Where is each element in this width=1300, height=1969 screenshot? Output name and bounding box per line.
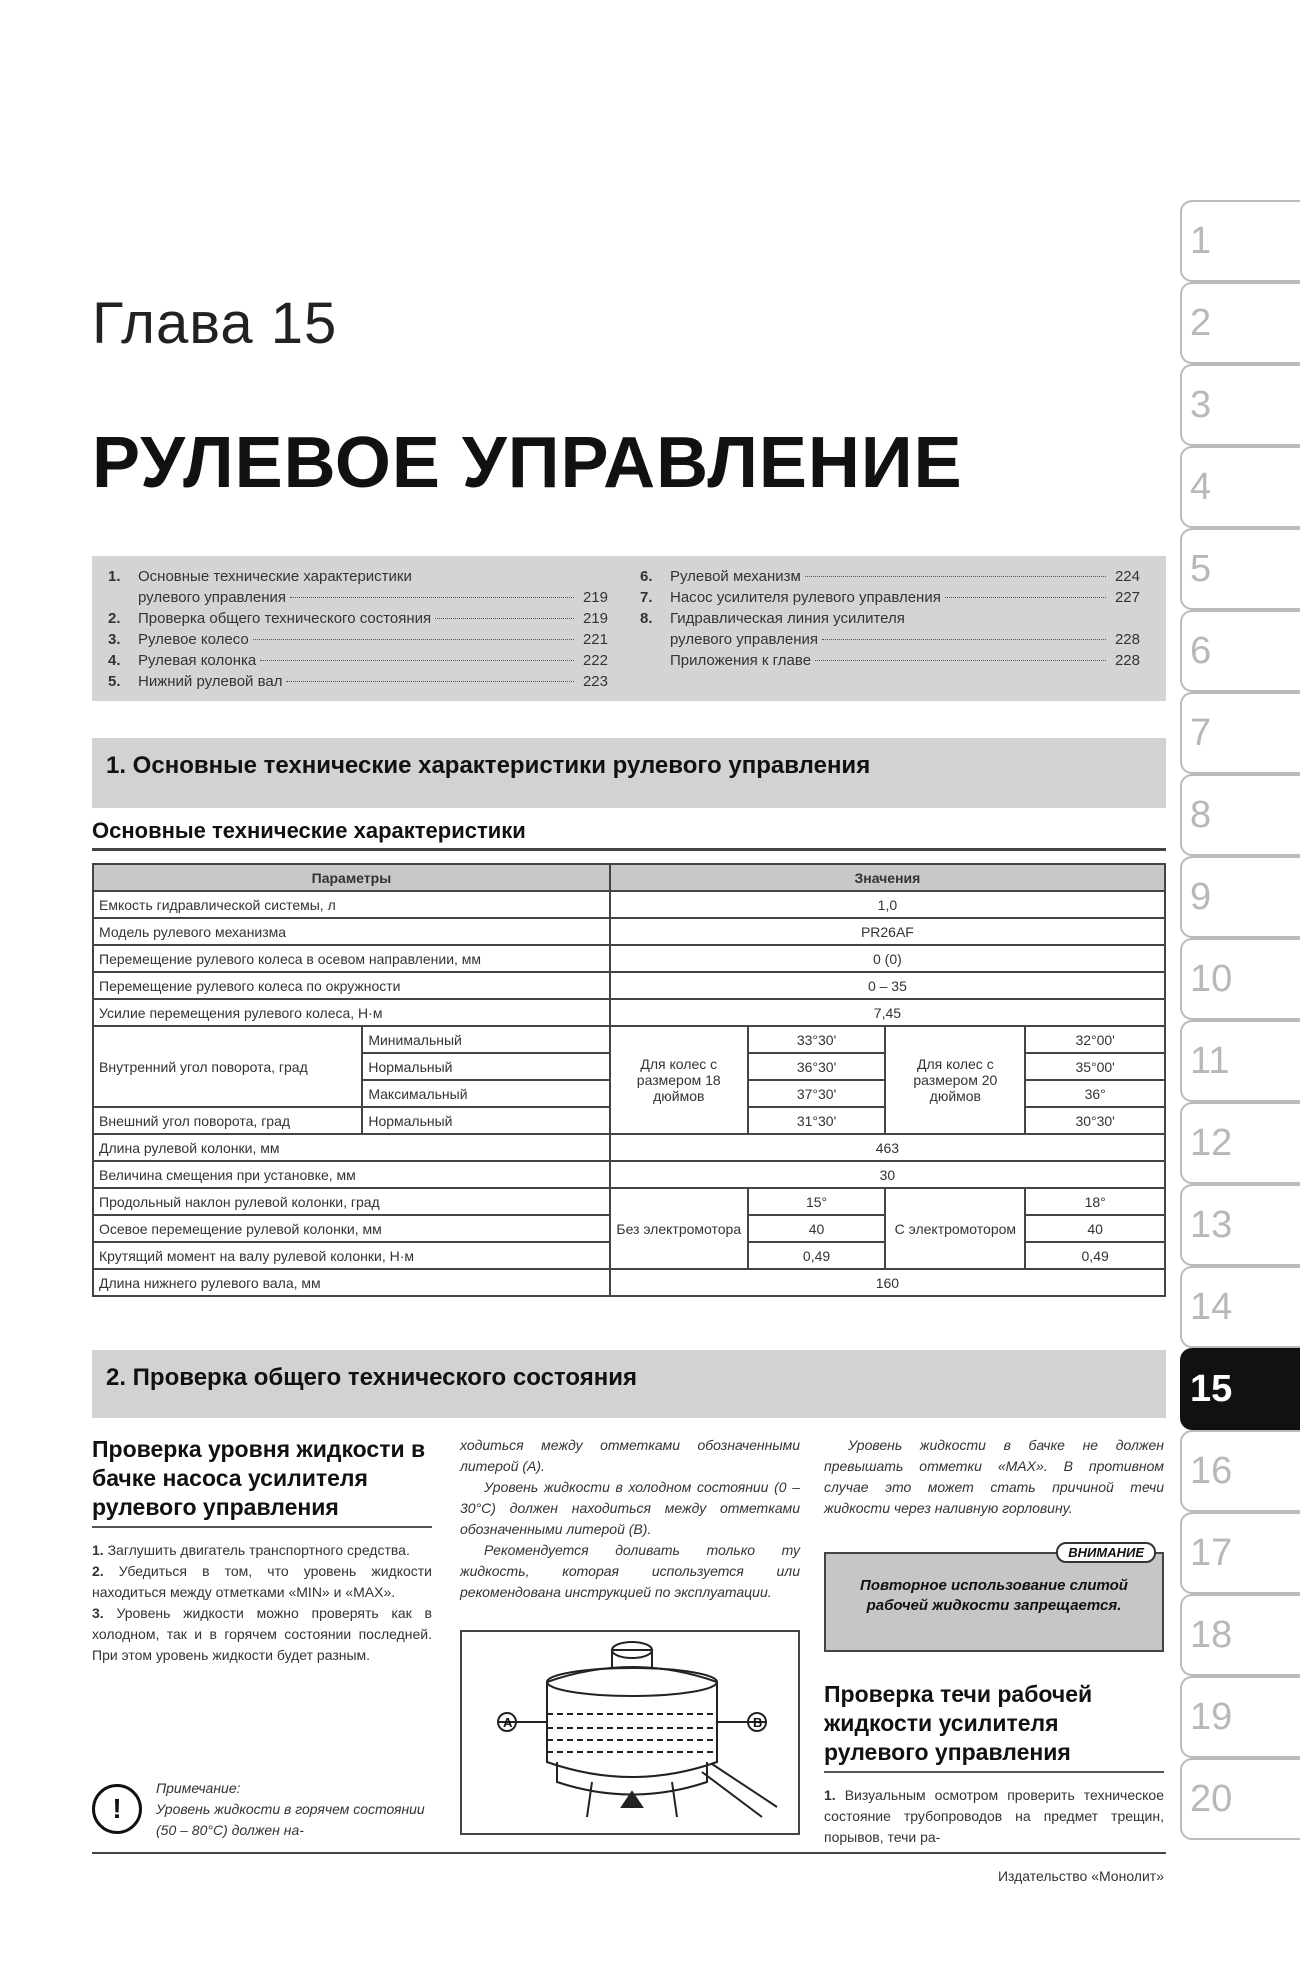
column-1-heading: Проверка уровня жидкости в бачке насоса усилителя рулевого управления	[92, 1436, 426, 1520]
reservoir-figure	[460, 1630, 800, 1835]
note-box	[92, 1778, 432, 1841]
chapter-tab[interactable]: 5	[1180, 528, 1300, 610]
chapter-tab[interactable]: 8	[1180, 774, 1300, 856]
chapter-tab[interactable]: 7	[1180, 692, 1300, 774]
warning-badge: ВНИМАНИЕ	[1056, 1542, 1156, 1563]
table-header-row	[93, 864, 1165, 891]
table-row: Внешний угол поворота, град Нормальный 31°30' 30°30'	[93, 1107, 1165, 1134]
table-header-params: Параметры	[93, 864, 610, 891]
table-header-values: Значения	[610, 864, 1165, 891]
chapter-contents	[92, 556, 1166, 701]
toc-entry[interactable]: 5. Нижний рулевой вал 223	[108, 673, 608, 690]
paragraph: Уровень жидкости в холодном состоянии (0 – 30°C) должен находиться между отметками обозначенными литерой (B).	[460, 1479, 800, 1537]
section-2-title: 2. Проверка общего технического состояния	[92, 1350, 1166, 1418]
paragraph: 3. Уровень жидкости можно проверять как в холодном, так и в горячем состоянии последней. При этом уровень жидкости будет разным.	[92, 1605, 432, 1663]
paragraph: 2. Убедиться в том, что уровень жидкости находиться между отметками «MIN» и «MAX».	[92, 1563, 433, 1600]
label-b: B	[753, 1715, 763, 1730]
toc-entry[interactable]: 8. Гидравлическая линия усилителя	[640, 610, 905, 627]
chapter-tab[interactable]: 17	[1180, 1512, 1300, 1594]
paragraph: Уровень жидкости в бачке не должен превышать отметки «MAX». В противном случае это может стать причиной течи жидкости через наливную горловину.	[824, 1437, 1164, 1516]
table-row: Величина смещения при установке, мм 30	[93, 1161, 1165, 1188]
table-row: Длина рулевой колонки, мм 463	[93, 1134, 1165, 1161]
table-row: Перемещение рулевого колеса по окружности 0 – 35	[93, 972, 1165, 999]
paragraph: 1. Заглушить двигатель транспортного средства.	[92, 1542, 410, 1558]
table-row: Крутящий момент на валу рулевой колонки, Н·м 0,49 0,49	[93, 1242, 1165, 1269]
specs-subheading: Основные технические характеристики	[92, 818, 526, 843]
chapter-tab[interactable]: 1	[1180, 200, 1300, 282]
column-2	[460, 1435, 800, 1603]
table-row: Продольный наклон рулевой колонки, град Без электромотора 15° С электромотором 18°	[93, 1188, 1165, 1215]
table-row: Усилие перемещения рулевого колеса, Н·м 7,45	[93, 999, 1165, 1026]
column-3-lower	[824, 1680, 1164, 1848]
chapter-tab[interactable]: 10	[1180, 938, 1300, 1020]
label-a: A	[503, 1715, 513, 1730]
chapter-tabs	[1180, 200, 1300, 1840]
column-3-heading: Проверка течи рабочей жидкости усилителя рулевого управления	[824, 1681, 1093, 1765]
toc-entry[interactable]: 7. Насос усилителя рулевого управления 227	[640, 589, 1140, 606]
table-row: Нормальный 36°30' 35°00'	[93, 1053, 1165, 1080]
chapter-tab[interactable]: 3	[1180, 364, 1300, 446]
warning-box	[824, 1545, 1164, 1652]
note-text: Уровень жидкости в горячем состоянии (50 – 80°C) должен на-	[156, 1801, 425, 1838]
publisher-footer: Издательство «Монолит»	[997, 1868, 1164, 1884]
table-row: Осевое перемещение рулевой колонки, мм 40 40	[93, 1215, 1165, 1242]
divider	[824, 1771, 1164, 1773]
table-row: Перемещение рулевого колеса в осевом направлении, мм 0 (0)	[93, 945, 1165, 972]
specs-table	[92, 863, 1166, 1297]
toc-entry[interactable]: 4. Рулевая колонка 222	[108, 652, 608, 669]
paragraph: ходиться между отметками обозначенными литерой (A).	[460, 1437, 800, 1474]
chapter-tab[interactable]: 6	[1180, 610, 1300, 692]
warning-text: Повторное использование слитой рабочей жидкости запрещается.	[860, 1577, 1128, 1614]
toc-entry[interactable]: 2. Проверка общего технического состояния 219	[108, 610, 608, 627]
toc-entry[interactable]: рулевого управления 219	[138, 589, 608, 606]
chapter-tab[interactable]: 13	[1180, 1184, 1300, 1266]
toc-entry[interactable]: 1. Основные технические характеристики	[108, 568, 412, 585]
table-row: Внутренний угол поворота, град Минимальный Для колес с размером 18 дюймов 33°30' Для колес с размером 20 дюймов 32°00'	[93, 1026, 1165, 1053]
exclamation-icon: !	[92, 1784, 142, 1834]
chapter-tab[interactable]: 12	[1180, 1102, 1300, 1184]
chapter-title: РУЛЕВОЕ УПРАВЛЕНИЕ	[92, 423, 963, 503]
divider	[92, 1526, 432, 1528]
chapter-tab[interactable]: 2	[1180, 282, 1300, 364]
chapter-tab[interactable]: 20	[1180, 1758, 1300, 1840]
chapter-tab[interactable]: 16	[1180, 1430, 1300, 1512]
reservoir-drawing	[462, 1632, 798, 1833]
table-row: Длина нижнего рулевого вала, мм 160	[93, 1269, 1165, 1296]
table-row: Модель рулевого механизма PR26AF	[93, 918, 1165, 945]
toc-entry[interactable]: рулевого управления 228	[670, 631, 1140, 648]
paragraph: Рекомендуется доливать только ту жидкость, которая используется или рекомендована инструкцией по эксплуатации.	[460, 1542, 800, 1600]
chapter-tab[interactable]: 11	[1180, 1020, 1300, 1102]
note-label: Примечание:	[156, 1780, 241, 1796]
column-3	[824, 1435, 1164, 1519]
toc-entry[interactable]: 3. Рулевое колесо 221	[108, 631, 608, 648]
chapter-label: Глава 15	[92, 291, 338, 356]
divider	[92, 848, 1166, 851]
paragraph: 1. Визуальным осмотром проверить техническое состояние трубопроводов на предмет трещин, порывов, течи ра-	[824, 1787, 1164, 1845]
toc-entry[interactable]: Приложения к главе 228	[670, 652, 1140, 669]
table-row: Емкость гидравлической системы, л 1,0	[93, 891, 1165, 918]
table-row: Максимальный 37°30' 36°	[93, 1080, 1165, 1107]
chapter-tab[interactable]: 4	[1180, 446, 1300, 528]
column-1	[92, 1435, 432, 1666]
chapter-tab[interactable]: 18	[1180, 1594, 1300, 1676]
chapter-tab[interactable]: 14	[1180, 1266, 1300, 1348]
section-1-title: 1. Основные технические характеристики рулевого управления	[92, 738, 1166, 808]
footer-divider	[92, 1852, 1166, 1854]
chapter-tab[interactable]: 9	[1180, 856, 1300, 938]
toc-entry[interactable]: 6. Рулевой механизм 224	[640, 568, 1140, 585]
chapter-tab[interactable]: 19	[1180, 1676, 1300, 1758]
chapter-tab-active[interactable]: 15	[1180, 1348, 1300, 1430]
